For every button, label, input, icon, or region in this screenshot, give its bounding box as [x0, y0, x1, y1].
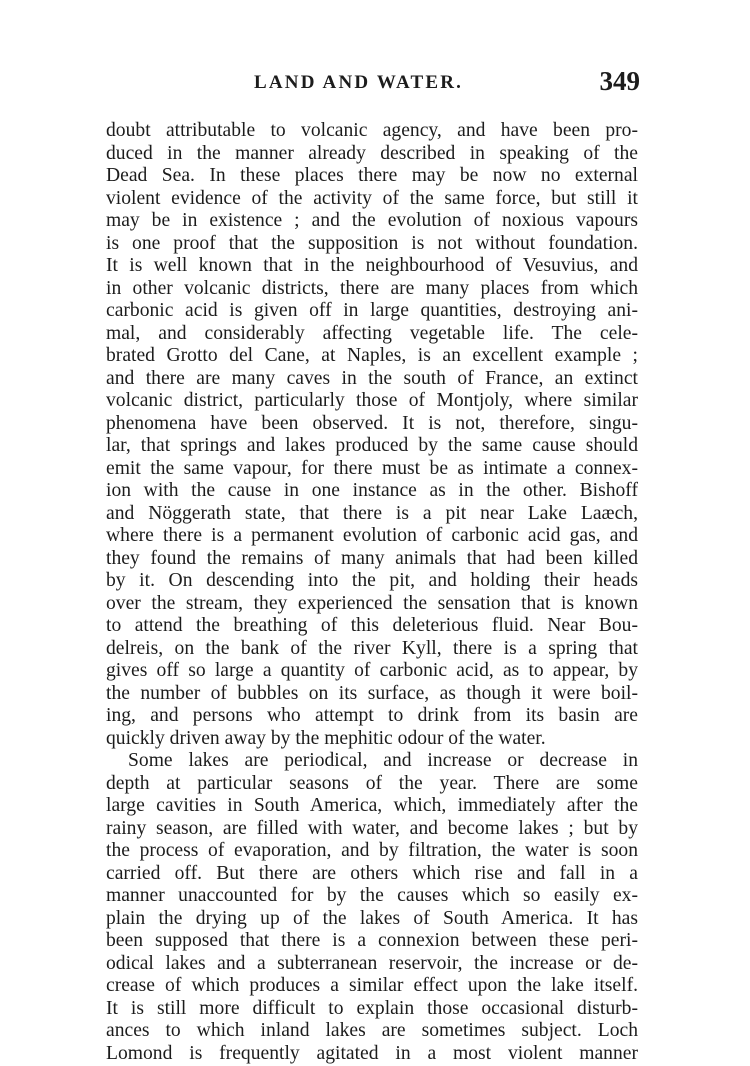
text-line: is one proof that the supposition is not without foundation.	[106, 232, 638, 254]
text-line: ion with the cause in one instance as in the other. Bishoff	[106, 480, 638, 501]
text-line: over the stream, they experienced the sensation that is known	[106, 592, 638, 614]
text-line: Some lakes are periodical, and increase or decrease in	[128, 750, 638, 771]
text-line: depth at particular seasons of the year. There are some	[106, 772, 638, 794]
text-line: crease of which produces a similar effect upon the lake itself.	[106, 975, 638, 996]
text-line: carried off. But there are others which rise and fall in a	[106, 862, 638, 884]
text-line: carbonic acid is given off in large quantities, destroying ani-	[106, 300, 638, 321]
text-line: quickly driven away by the mephitic odour of the water.	[106, 727, 546, 749]
text-line: phenomena have been observed. It is not, therefore, singu-	[106, 412, 638, 434]
text-line: delreis, on the bank of the river Kyll, there is a spring that	[106, 637, 638, 659]
text-line: manner unaccounted for by the causes which so easily ex-	[106, 885, 638, 906]
text-line: ing, and persons who attempt to drink from its basin are	[106, 705, 638, 726]
text-line: plain the drying up of the lakes of South America. It has	[106, 907, 638, 929]
page-header	[104, 68, 640, 100]
text-line: brated Grotto del Cane, at Naples, is an excellent example ;	[106, 345, 638, 366]
text-line: the number of bubbles on its surface, as though it were boil-	[106, 682, 638, 704]
running-title: LAND AND WATER.	[254, 72, 464, 93]
text-line: lar, that springs and lakes produced by the same cause should	[106, 435, 638, 456]
text-line: and Nöggerath state, that there is a pit near Lake Laæch,	[106, 502, 638, 524]
text-line: ances to which inland lakes are sometimes subject. Loch	[106, 1020, 638, 1041]
text-line: by it. On descending into the pit, and holding their heads	[106, 570, 638, 591]
text-line: violent evidence of the activity of the same force, but still it	[106, 187, 638, 209]
text-line: doubt attributable to volcanic agency, and have been pro-	[106, 120, 638, 141]
text-line: duced in the manner already described in speaking of the	[106, 142, 638, 164]
text-line: mal, and considerably affecting vegetable life. The cele-	[106, 322, 638, 344]
text-line: It is well known that in the neighbourhood of Vesuvius, and	[106, 255, 638, 276]
text-line: It is still more difficult to explain those occasional disturb-	[106, 997, 638, 1019]
text-line: they found the remains of many animals that had been killed	[106, 547, 638, 569]
text-line: and there are many caves in the south of France, an extinct	[106, 367, 638, 389]
text-line: to attend the breathing of this deleterious fluid. Near Bou-	[106, 615, 638, 636]
text-line: Dead Sea. In these places there may be now no external	[106, 165, 638, 186]
text-line: gives off so large a quantity of carbonic acid, as to appear, by	[106, 660, 638, 681]
text-line: where there is a permanent evolution of carbonic acid gas, and	[106, 525, 638, 546]
text-line: large cavities in South America, which, immediately after the	[106, 795, 638, 816]
text-line: may be in existence ; and the evolution of noxious vapours	[106, 210, 638, 231]
text-line: been supposed that there is a connexion between these peri-	[106, 930, 638, 951]
text-line: Lomond is frequently agitated in a most violent manner	[106, 1042, 638, 1064]
text-line: volcanic district, particularly those of Montjoly, where similar	[106, 390, 638, 411]
text-line: the process of evaporation, and by filtration, the water is soon	[106, 840, 638, 861]
text-line: in other volcanic districts, there are many places from which	[106, 277, 638, 299]
page-number: 349	[599, 66, 640, 96]
text-line: rainy season, are filled with water, and become lakes ; but by	[106, 817, 638, 839]
text-line: odical lakes and a subterranean reservoir, the increase or de-	[106, 952, 638, 974]
text-line: emit the same vapour, for there must be as intimate a connex-	[106, 457, 638, 479]
body-text	[106, 119, 638, 1064]
